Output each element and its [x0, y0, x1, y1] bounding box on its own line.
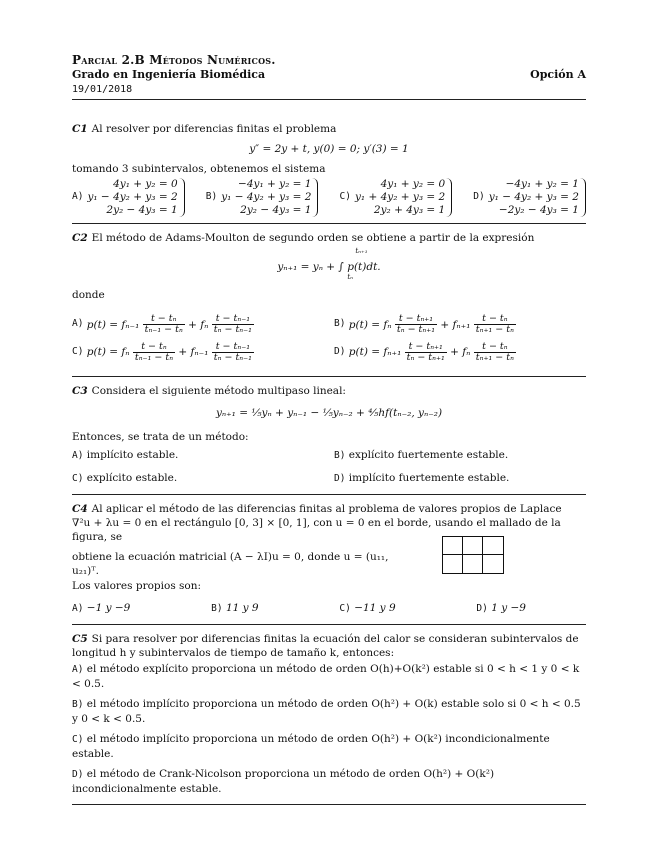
option-label: D) [473, 191, 485, 203]
question-c5 [72, 632, 586, 796]
option-label: C) [72, 472, 84, 484]
section-divider [72, 494, 586, 495]
option-d[interactable] [476, 601, 526, 616]
mesh-grid-figure [442, 536, 504, 574]
question-c4 [72, 502, 586, 616]
question-text-line3: obtiene la ecuación matricial (A − λI)u = 0, donde u = (u₁₁, u₂₁)ᵀ. [72, 551, 389, 578]
problem-equation: y″ = 2y + t, y(0) = 0; y′(3) = 1 [249, 142, 409, 155]
integral-lower-limit: tₙ [347, 272, 353, 281]
equation-system [355, 178, 452, 217]
fraction [212, 342, 254, 364]
exam-page [72, 52, 586, 805]
mesh-line [462, 537, 463, 573]
option-d[interactable] [334, 471, 586, 486]
option-c[interactable] [72, 732, 586, 761]
lhs: p(t) = fₙ₊₁ [348, 346, 402, 359]
denominator: tₙ − tₙ₊₁ [396, 324, 436, 336]
mesh-line [443, 554, 503, 555]
question-number: C5 [72, 632, 88, 645]
option-c[interactable] [72, 471, 324, 486]
denominator: tₙ₊₁ − tₙ [475, 352, 514, 364]
section-divider [72, 376, 586, 377]
equation-line: 2y₂ − 4y₃ = 1 [106, 204, 178, 217]
fraction [143, 314, 185, 336]
option-a[interactable] [72, 314, 324, 336]
option-label: C) [72, 346, 84, 358]
option-label: D) [476, 602, 488, 614]
option-c[interactable] [72, 342, 324, 364]
option-text: implícito estable. [86, 449, 179, 462]
question-text: Si para resolver por diferencias finitas la ecuación del calor se consideran subintervalos de longitud h y subintervalos de tiempo de tamaño k, entonces: [72, 632, 579, 659]
question-c3 [72, 384, 586, 486]
fraction [405, 342, 447, 364]
middle-term: + fₙ₋₁ [178, 346, 209, 359]
equation-line: y₁ − 4y₂ + y₃ = 2 [488, 191, 579, 204]
option-text: explícito fuertemente estable. [348, 449, 509, 462]
numerator: t − tₙ [143, 314, 185, 325]
question-text: Al aplicar el método de las diferencias finitas al problema de valores propios de Laplace [91, 502, 562, 515]
integral-upper-limit: tₙ₊₁ [355, 246, 368, 255]
question-number: C4 [72, 502, 88, 515]
denominator: tₙ − tₙ₊₁ [406, 352, 445, 364]
option-text: 11 y 9 [225, 601, 259, 614]
numerator: t − tₙ₊₁ [405, 342, 447, 353]
option-b[interactable] [334, 448, 586, 463]
option-label: A) [72, 602, 84, 614]
multistep-formula: yₙ₊₁ = ¹⁄₅yₙ + yₙ₋₁ − ¹⁄₅yₙ₋₂ + ⁴⁄₅hf(tₙ₋₂, yₙ₋₂) [215, 406, 443, 419]
question-c1 [72, 122, 586, 218]
option-d[interactable] [72, 767, 586, 796]
option-d[interactable] [473, 178, 586, 217]
option-label: C) [72, 733, 84, 745]
option-a[interactable] [72, 662, 586, 691]
section-divider [72, 624, 586, 625]
question-text-line4: Los valores propios son: [72, 579, 202, 592]
question-text: Al resolver por diferencias finitas el problema [91, 122, 337, 135]
option-label: A) [72, 663, 84, 675]
denominator: tₙ₋₁ − tₙ [144, 324, 183, 336]
option-label: C) [339, 191, 351, 203]
donde-text: donde [72, 288, 105, 301]
question-number: C1 [72, 122, 88, 135]
option-a[interactable] [72, 601, 130, 616]
equation-line: −4y₁ + y₂ = 1 [505, 178, 579, 191]
options-c2 [72, 314, 586, 364]
option-label: A) [72, 191, 84, 203]
option-label: B) [72, 698, 84, 710]
fraction [395, 314, 437, 336]
option-a[interactable] [72, 178, 185, 217]
middle-term: + fₙ [450, 346, 471, 359]
denominator: tₙ₊₁ − tₙ [475, 324, 514, 336]
lhs: p(t) = fₙ [348, 318, 392, 331]
numerator: t − tₙ₋₁ [212, 342, 254, 353]
section-divider [72, 804, 586, 805]
equation-line: y₁ + 4y₂ + y₃ = 2 [354, 191, 446, 204]
option-label: B) [334, 450, 346, 462]
exam-option: Opción A [530, 68, 586, 82]
option-b[interactable] [211, 601, 258, 616]
option-label: B) [211, 602, 223, 614]
option-label: B) [334, 318, 346, 330]
section-divider [72, 223, 586, 224]
numerator: t − tₙ₊₁ [395, 314, 437, 325]
denominator: tₙ₋₁ − tₙ [134, 352, 174, 364]
question-text-line2: ∇²u + λu = 0 en el rectángulo [0, 3] × [0, 1], con u = 0 en el borde, usando el mallado de la figura, se [72, 516, 561, 543]
equation-line: 2y₂ − 4y₃ = 1 [240, 204, 312, 217]
question-number: C3 [72, 384, 88, 397]
fraction [212, 314, 254, 336]
equation-line: y₁ − 4y₂ + y₃ = 2 [87, 191, 178, 204]
question-text: El método de Adams-Moulton de segundo orden se obtiene a partir de la expresión [91, 232, 535, 245]
lhs: p(t) = fₙ₋₁ [86, 318, 140, 331]
option-d[interactable] [334, 342, 586, 364]
option-c[interactable] [340, 178, 453, 217]
equation-system [489, 178, 586, 217]
header-subline [72, 68, 586, 83]
question-text-after: tomando 3 subintervalos, obtenemos el sistema [72, 162, 326, 175]
option-b[interactable] [334, 314, 586, 336]
option-c[interactable] [339, 601, 395, 616]
fraction [474, 314, 516, 336]
question-text-after: Entonces, se trata de un método: [72, 430, 249, 443]
option-label: D) [334, 346, 346, 358]
question-number: C2 [72, 232, 88, 245]
option-a[interactable] [72, 448, 324, 463]
option-text: el método de Crank-Nicolson proporciona un método de orden O(h²) + O(k²) incondicionalmente estable. [72, 767, 495, 795]
equation-system [87, 178, 184, 217]
degree-name: Grado en Ingeniería Biomédica [72, 68, 266, 82]
option-text: 1 y −9 [491, 601, 526, 614]
option-text: el método implícito proporciona un método de orden O(h²) + O(k) estable solo si 0 < h < 0.5 y 0 < k < 0.5. [72, 697, 581, 725]
option-text: el método explícito proporciona un método de orden O(h)+O(k²) estable si 0 < h < 1 y 0 < k < 0.5. [72, 662, 580, 690]
adams-moulton-formula [72, 246, 586, 284]
question-c2 [72, 231, 586, 363]
option-b[interactable] [206, 178, 319, 217]
exam-title: Parcial 2.B Métodos Numéricos. [72, 53, 276, 67]
option-label: A) [72, 318, 84, 330]
option-text: −11 y 9 [354, 601, 396, 614]
denominator: tₙ − tₙ₋₁ [213, 352, 252, 364]
option-text: explícito estable. [86, 471, 178, 484]
fraction [474, 342, 516, 364]
equation-line: 4y₁ + y₂ = 0 [113, 178, 178, 191]
options-c4 [72, 601, 586, 616]
equation-line: −4y₁ + y₂ = 1 [238, 178, 312, 191]
middle-term: + fₙ [188, 318, 209, 331]
option-label: D) [72, 768, 84, 780]
mesh-line [482, 537, 483, 573]
option-label: D) [334, 472, 346, 484]
option-label: C) [339, 602, 351, 614]
option-text: el método implícito proporciona un método de orden O(h²) + O(k²) incondicionalmente estable. [72, 732, 550, 760]
formula-text: yₙ₊₁ = yₙ + ∫ p(t)dt. [277, 260, 381, 273]
option-text: implícito fuertemente estable. [348, 471, 510, 484]
header-divider [72, 99, 586, 100]
numerator: t − tₙ [474, 314, 516, 325]
fraction [133, 342, 175, 364]
equation-system [221, 178, 318, 217]
options-c1 [72, 178, 586, 217]
option-text: −1 y −9 [86, 601, 131, 614]
equation-line: 2y₂ + 4y₃ = 1 [373, 204, 446, 217]
equation-line: y₁ − 4y₂ + y₃ = 2 [221, 191, 312, 204]
exam-date: 19/01/2018 [72, 84, 133, 96]
middle-term: + fₙ₊₁ [440, 318, 471, 331]
options-c3 [72, 448, 586, 486]
numerator: t − tₙ [474, 342, 516, 353]
question-text: Considera el siguiente método multipaso lineal: [91, 384, 346, 397]
equation-line: −2y₂ − 4y₃ = 1 [498, 204, 579, 217]
equation-line: 4y₁ + y₂ = 0 [380, 178, 446, 191]
numerator: t − tₙ [133, 342, 175, 353]
numerator: t − tₙ₋₁ [212, 314, 254, 325]
option-label: B) [205, 191, 218, 203]
option-label: A) [72, 450, 84, 462]
lhs: p(t) = fₙ [86, 346, 130, 359]
denominator: tₙ − tₙ₋₁ [213, 324, 252, 336]
option-b[interactable] [72, 697, 586, 726]
